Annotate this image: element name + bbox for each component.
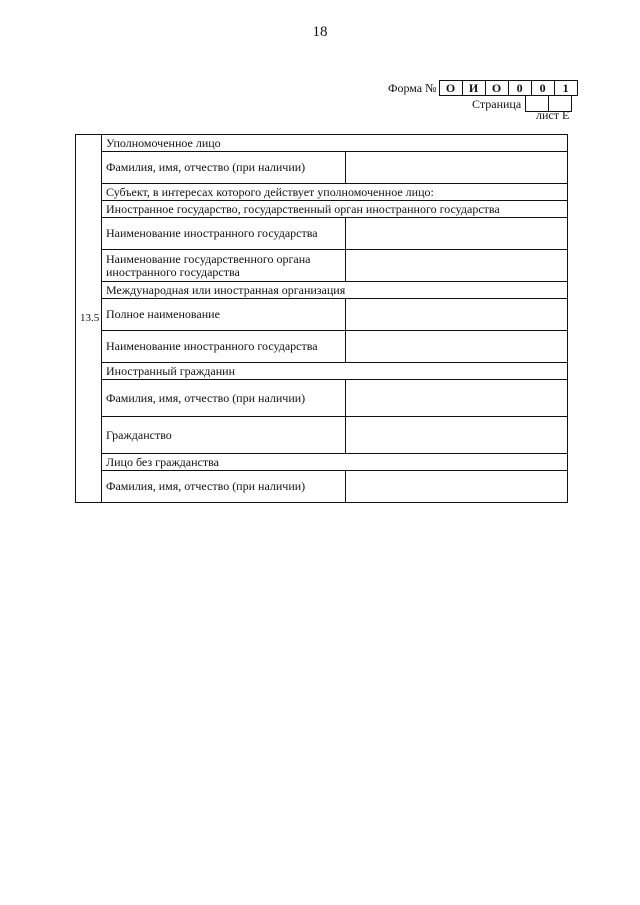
organization-full-name-field[interactable] [346, 299, 568, 331]
section-title: Уполномоченное лицо [102, 135, 568, 152]
form-number-label: Форма № [388, 80, 437, 95]
form-code-row [388, 80, 578, 96]
foreign-citizen-fio-field[interactable] [346, 380, 568, 417]
foreign-state-name-field[interactable] [346, 218, 568, 250]
form-code-cell: И [462, 81, 485, 95]
sheet-label: лист Е [536, 108, 570, 122]
foreign-state-name-label: Наименование иностранного государства [102, 218, 346, 250]
foreign-organ-name-label: Наименование государственного органа иностранного государства [102, 250, 346, 282]
page-number: 18 [312, 24, 328, 40]
form-code-cell: 1 [554, 81, 577, 95]
form-code-cell: 0 [508, 81, 531, 95]
foreign-citizen-heading: Иностранный гражданин [102, 363, 568, 380]
page-label: Страница [472, 96, 522, 111]
stateless-heading: Лицо без гражданства [102, 454, 568, 471]
fio-field[interactable] [346, 152, 568, 184]
citizenship-field[interactable] [346, 417, 568, 454]
form-code-cell: 0 [531, 81, 554, 95]
form-code-cell: О [485, 81, 508, 95]
stateless-fio-label: Фамилия, имя, отчество (при наличии) [102, 471, 346, 503]
form-code-cell: О [445, 81, 456, 95]
foreign-organ-name-field[interactable] [346, 250, 568, 282]
section-number: 13.5 [76, 135, 102, 503]
subject-heading: Субъект, в интересах которого действует уполномоченное лицо: [102, 184, 568, 201]
organization-heading: Международная или иностранная организация [102, 282, 568, 299]
foreign-citizen-fio-label: Фамилия, имя, отчество (при наличии) [102, 380, 346, 417]
organization-state-name-label: Наименование иностранного государства [102, 331, 346, 363]
stateless-fio-field[interactable] [346, 471, 568, 503]
fio-label: Фамилия, имя, отчество (при наличии) [102, 152, 346, 184]
organization-full-name-label: Полное наименование [102, 299, 346, 331]
form-code-boxes [439, 80, 578, 96]
foreign-state-heading: Иностранное государство, государственный орган иностранного государства [102, 201, 568, 218]
authorized-person-table [75, 134, 568, 503]
organization-state-name-field[interactable] [346, 331, 568, 363]
citizenship-label: Гражданство [102, 417, 346, 454]
